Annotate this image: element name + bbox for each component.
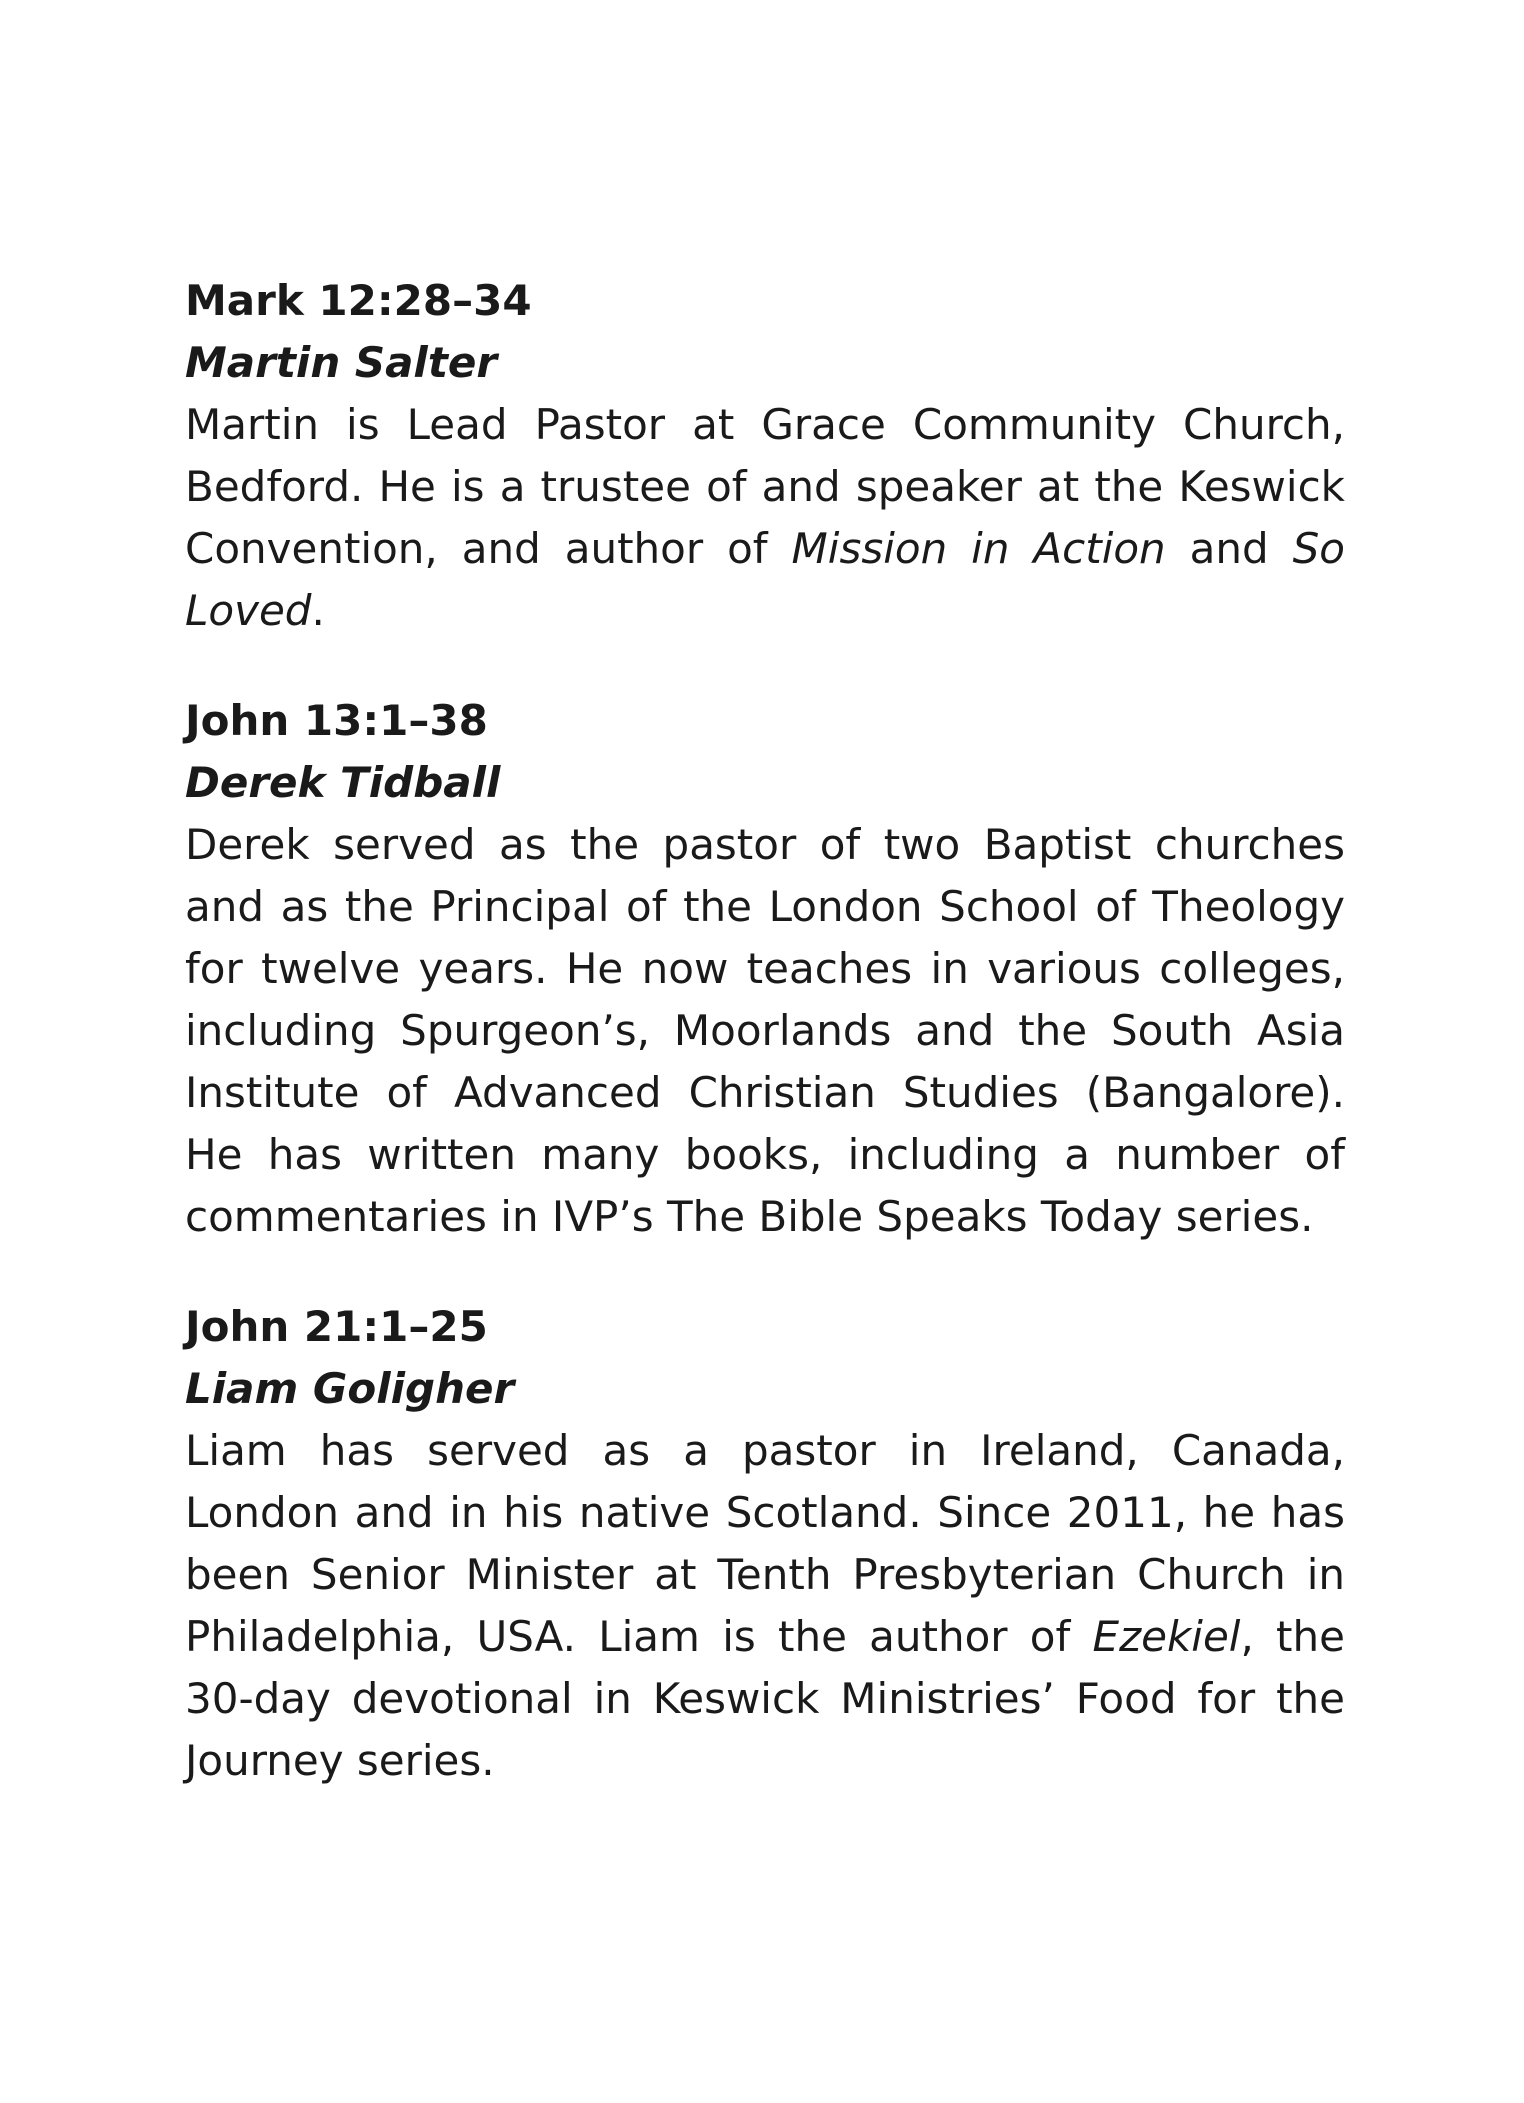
contributors-page <box>185 270 1345 1840</box>
scripture-reference: Mark 12:28–34 <box>185 276 532 325</box>
scripture-reference: John 21:1–25 <box>185 1302 488 1351</box>
contributor-entry-1 <box>185 270 1345 642</box>
bio-segment: and <box>1165 524 1293 573</box>
contributor-entry-2 <box>185 690 1345 1248</box>
bio-segment: Liam has served as a pastor in Ireland, Canada, London and in his native Scotland. Since 2011, he has been Senior Minister at Tenth Presbyterian Church in Philadelphia, USA. Liam is the author of <box>185 1426 1345 1661</box>
scripture-reference: John 13:1–38 <box>185 696 488 745</box>
speaker-bio <box>185 814 1345 1248</box>
bio-segment: Derek served as the pastor of two Baptist churches and as the Principal of the London School of Theology for twelve years. He now teaches in various colleges, including Spurgeon’s, Moorlands and the South Asia Institute of Advanced Christian Studies (Bangalore). He has written many books, including a number of commentaries in IVP’s The Bible Speaks Today series. <box>185 820 1345 1241</box>
book-title: So Loved <box>185 524 1345 635</box>
bio-segment: Martin is Lead Pastor at Grace Community Church, Bedford. He is a trustee of and speaker at the Keswick Convention, and author of <box>185 400 1345 573</box>
speaker-bio <box>185 394 1345 642</box>
book-title: Ezekiel <box>1092 1612 1241 1661</box>
bio-segment: , the 30-day devotional in Keswick Ministries’ Food for the Journey series. <box>185 1612 1345 1785</box>
speaker-name: Martin Salter <box>185 338 498 387</box>
contributor-entry-3 <box>185 1296 1345 1792</box>
speaker-name: Derek Tidball <box>185 758 501 807</box>
speaker-bio <box>185 1420 1345 1792</box>
book-title: Mission in Action <box>791 524 1166 573</box>
speaker-name: Liam Goligher <box>185 1364 515 1413</box>
bio-segment: . <box>311 586 325 635</box>
